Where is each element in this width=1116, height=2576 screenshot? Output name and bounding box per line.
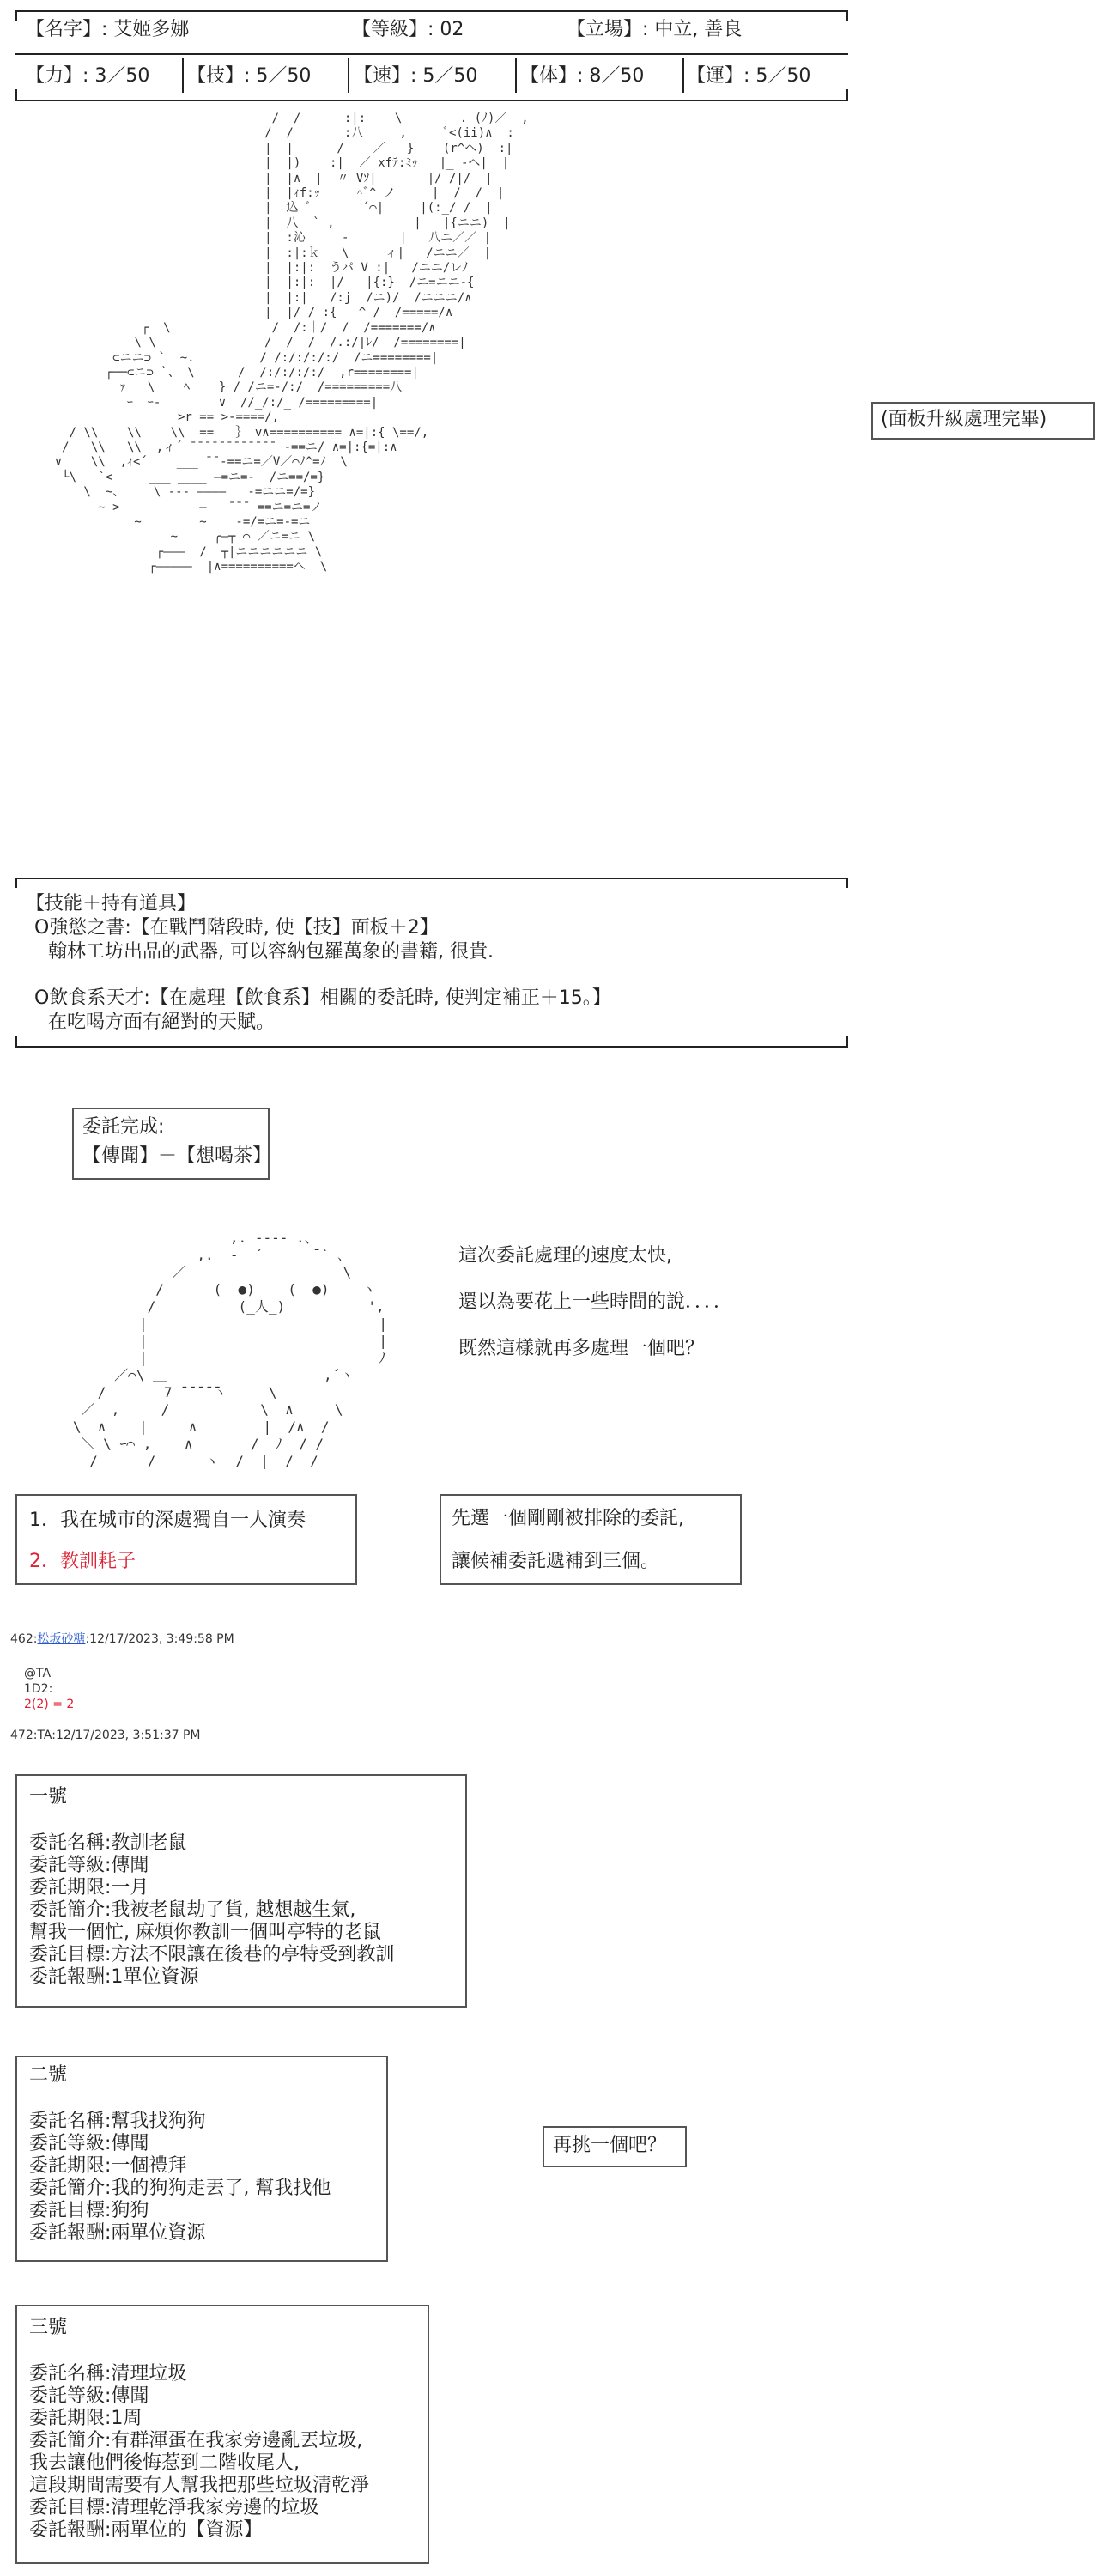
quest-3-line: 我去讓他們後悔惹到二階收尾人,: [29, 2452, 300, 2474]
creature-ascii-art: ,. ---- .、 ,. ‐ ´ ¯` ､ ／ \ / ( ●) ( ●) ヽ / (_人_) ', | | | | | ﾉ ／⌒\ ＿ ,´ヽ / 7 ̄ ̄ ̄ ̄ ̄ヽ \ ／ , / \ ∧ \ \ ∧ | ∧ | /∧ / ＼ \ ｰ⌒ , ∧ / ﾉ / / / / ヽ / | / /: [72, 1230, 387, 1469]
skill-2-title: O飲食系天才:【在處理【飲食系】相關的委託時, 使判定補正＋15。】: [34, 987, 611, 1009]
forum-post-2: 472:TA:12/17/2023, 3:51:37 PM: [10, 1728, 201, 1742]
divider: [15, 1036, 17, 1046]
stat-speed: 【速】: 5／50: [354, 65, 478, 87]
skill-2-desc: 在吃喝方面有絕對的天賦。: [48, 1012, 276, 1033]
quest-1-title: 一號: [29, 1786, 68, 1807]
quest-2-line: 委託等級:傳聞: [29, 2133, 149, 2154]
commission-done-line1: 委託完成:: [82, 1116, 165, 1138]
dice-tag: @TA: [24, 1667, 52, 1680]
note-line-2: 讓候補委託遞補到三個。: [452, 1551, 660, 1572]
panel-done-text: (面板升級處理完畢): [881, 409, 1047, 430]
skills-header: 【技能＋持有道具】: [26, 893, 197, 914]
stat-body: 【体】: 8／50: [520, 65, 645, 87]
skill-1-title: O強慾之書:【在戰鬥階段時, 使【技】面板＋2】: [34, 917, 439, 939]
quest-2-line: 委託名稱:幫我找狗狗: [29, 2111, 206, 2132]
divider: [15, 878, 17, 888]
quest-3-line: 委託名稱:清理垃圾: [29, 2363, 187, 2385]
dialogue-line-3: 既然這樣就再多處理一個吧？: [458, 1338, 705, 1359]
status-mid-border: [15, 53, 848, 55]
status-top-border: [15, 10, 848, 12]
quest-1-line: 委託目標:方法不限讓在後巷的亭特受到教訓: [29, 1944, 395, 1965]
quest-1-line: 委託期限:一月: [29, 1877, 149, 1899]
post-timestamp: :12/17/2023, 3:49:58 PM: [85, 1632, 234, 1646]
skill-1-desc: 翰林工坊出品的武器, 可以容納包羅萬象的書籍, 很貴.: [48, 941, 494, 963]
character-ascii-art: / / :|: \ ._(ﾉ)／ , / / :八 , ﾞ<(ii)∧ : | | / ／ _} (r^ヘ) :| | |) :| ／ xfﾃ:ﾐｯ |_ -ヘ| | | |∧ | 〃 Vｿ| |/ /|/ | | |ｨf:ｯ ^ﾞ^ ノ | / / | | 込 ﾞ ´⌒| |(:_/ / | | 八 ` , | |{ニニ) | | :沁 ‐ | 八ニ／／ | | :|:ｋ \ ィ| /ニニ／ | | |:|: うパ V :| /ニニ/レﾉ | |:|: |/ |{:} /ニ=ニニ-{ | |:| /:j /ニ)/ /ニニニ/∧ | |/ /_:{ ^ / /=====/∧ ┌ \ / /:｜/ / /=======/∧ \ \ / / / /.:/|ﾚ/ /========| ⊂ニニ⊃ ` ~. / /:/:/:/:/ /ニ========| ┌──⊂ニ⊃ `、 \ / /:/:/:/:/ ,r========| ｧ \ ﾍ } / /ニ=-/:/ /=========八 ｰ ｰ- ∨ //_/:/_ /=========| >r == >‐====/, / \\ \\ \\ == ｝ v∧========== ∧=|:{ \==/, / \\ \\ ,ィ´ ¯¯¯¯¯¯¯¯¯¯¯¯ -==ニ/ ∧=|:{=|:∧ ∨ \\ ,ｨ<´ ___ ¯¯-==ニ=／V／⌒ﾉ^=ﾉ \ └\ `< ___ ____ ―=ニ=- /ニ==/=} \ ~、 \ --- ―――― -=ニニ=/=} ~ > ― ¯¯¯ ==ニ=ニ=ノ ~ ~ -=/=ニ=-=ニ ~ ╭―┬ ⌒ ／ニ=ニ \ ┌――― / ┬|ニニニニニニ \ ┌――――― |∧==========へ \: [54, 112, 529, 574]
stat-luck: 【運】: 5／50: [687, 65, 811, 87]
choice-option-2[interactable]: 2．教訓耗子: [29, 1551, 136, 1572]
quest-1-line: 委託報酬:1單位資源: [29, 1966, 199, 1988]
stat-skill: 【技】: 5／50: [187, 65, 312, 87]
note-line-1: 先選一個剛剛被排除的委託,: [452, 1508, 684, 1529]
post-username-link[interactable]: 松坂砂糖: [37, 1632, 86, 1646]
divider: [182, 58, 184, 93]
quest-1-line: 委託等級:傳聞: [29, 1855, 149, 1876]
dice-label: 1D2:: [24, 1682, 53, 1696]
quest-2-line: 委託期限:一個禮拜: [29, 2155, 187, 2177]
status-level: 【等級】: 02: [352, 19, 464, 40]
quest-1-line: 委託名稱:教訓老鼠: [29, 1832, 187, 1854]
divider: [846, 878, 848, 888]
divider: [15, 89, 17, 100]
skills-bottom-border: [15, 1046, 848, 1048]
divider: [682, 58, 684, 93]
divider: [846, 89, 848, 100]
dialogue-line-1: 這次委託處理的速度太快,: [458, 1245, 672, 1267]
quest-1-line: 幫我一個忙, 麻煩你教訓一個叫亭特的老鼠: [29, 1922, 381, 1943]
quest-3-line: 委託報酬:兩單位的【資源】: [29, 2519, 263, 2541]
quest-1-line: 委託簡介:我被老鼠劫了貨, 越想越生氣,: [29, 1899, 356, 1921]
quest-3-line: 委託期限:1周: [29, 2408, 143, 2429]
quest-2-line: 委託簡介:我的狗狗走丟了, 幫我找他: [29, 2178, 331, 2199]
quest-3-line: 這段期間需要有人幫我把那些垃圾清乾淨: [29, 2475, 370, 2496]
dice-result: 2(2) = 2: [24, 1698, 75, 1711]
stat-strength: 【力】: 3／50: [26, 65, 150, 87]
divider: [846, 1036, 848, 1046]
quest-3-line: 委託等級:傳聞: [29, 2385, 149, 2407]
post-number: 462:: [10, 1632, 38, 1646]
status-stance: 【立場】: 中立, 善良: [567, 19, 743, 40]
quest-2-line: 委託報酬:兩單位資源: [29, 2222, 206, 2244]
pick-again-text: 再挑一個吧？: [553, 2135, 667, 2156]
forum-post-1: [10, 1631, 234, 1647]
quest-2-title: 二號: [29, 2064, 68, 2086]
quest-3-line: 委託目標:清理乾淨我家旁邊的垃圾: [29, 2497, 319, 2518]
quest-3-title: 三號: [29, 2317, 68, 2338]
status-bottom-border: [15, 100, 848, 101]
dialogue-line-2: 還以為要花上一些時間的說．．．．: [458, 1291, 733, 1313]
divider: [846, 10, 848, 21]
divider: [348, 58, 349, 93]
choice-option-1[interactable]: 1．我在城市的深處獨自一人演奏: [29, 1510, 306, 1531]
quest-2-line: 委託目標:狗狗: [29, 2200, 149, 2221]
skills-top-border: [15, 878, 848, 879]
divider: [515, 58, 517, 93]
quest-3-line: 委託簡介:有群渾蛋在我家旁邊亂丟垃圾,: [29, 2430, 363, 2451]
divider: [15, 10, 17, 21]
status-name: 【名字】: 艾姬多娜: [26, 19, 190, 40]
commission-done-line2: 【傳聞】－【想喝茶】: [82, 1145, 272, 1167]
